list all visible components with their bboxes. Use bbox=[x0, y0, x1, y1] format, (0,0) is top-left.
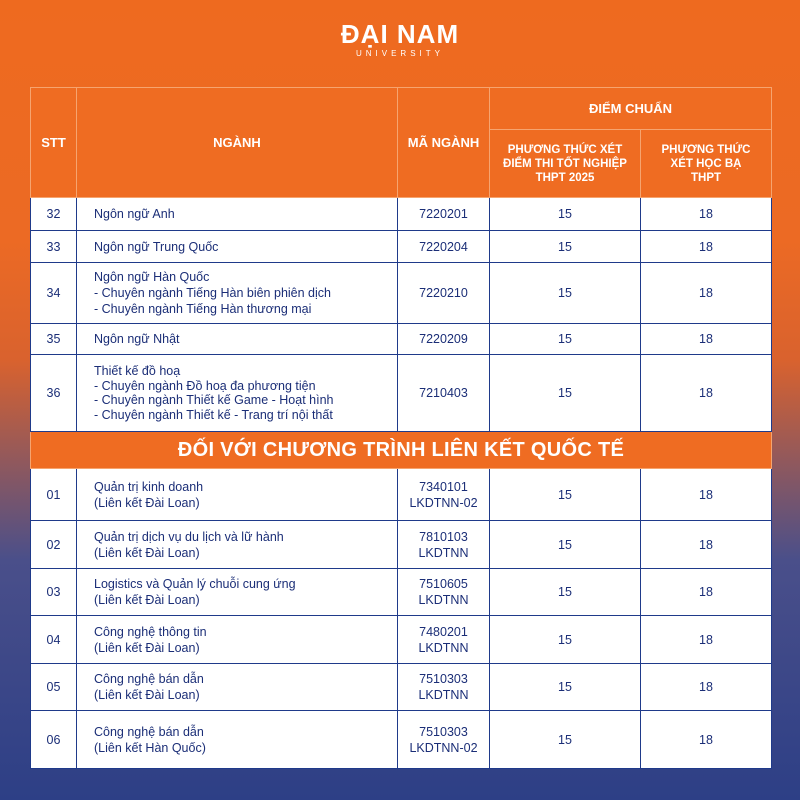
major-line: Ngôn ngữ Anh bbox=[94, 207, 175, 221]
header-pt2-line: PHƯƠNG THỨC bbox=[661, 143, 751, 156]
partner-line: (Liên kết Đài Loan) bbox=[94, 495, 200, 510]
cell-diem-thi: 15 bbox=[490, 355, 641, 432]
university-logo bbox=[0, 20, 800, 58]
cell-diem-hoc-ba: 18 bbox=[641, 324, 772, 355]
cell-diem-hoc-ba: 18 bbox=[641, 198, 772, 231]
code-line: LKDTNN bbox=[418, 593, 469, 607]
header-phuong-thuc-hoc-ba bbox=[641, 130, 772, 198]
cell-ma-nganh bbox=[398, 521, 490, 569]
cell-nganh bbox=[77, 198, 398, 231]
cell-diem-thi: 15 bbox=[490, 569, 641, 616]
code-line: LKDTNN-02 bbox=[409, 495, 478, 510]
major-line: Ngôn ngữ Trung Quốc bbox=[94, 239, 219, 254]
code-line: 7220204 bbox=[419, 239, 468, 254]
cell-diem-thi: 15 bbox=[490, 263, 641, 324]
logo-title: ĐẠI NAM bbox=[340, 19, 460, 49]
cell-stt: 06 bbox=[31, 711, 77, 769]
cell-diem-hoc-ba: 18 bbox=[641, 521, 772, 569]
code-line: 7340101 bbox=[419, 479, 468, 494]
header-pt1-line: PHƯƠNG THỨC XÉT bbox=[507, 143, 623, 156]
major-line: Ngôn ngữ Nhật bbox=[94, 332, 180, 346]
header-pt2-line: THPT bbox=[690, 171, 722, 184]
cell-diem-thi: 15 bbox=[490, 198, 641, 231]
cell-diem-hoc-ba: 18 bbox=[641, 616, 772, 664]
major-line: Công nghệ thông tin bbox=[94, 624, 207, 639]
table-row bbox=[31, 616, 772, 664]
table-row bbox=[31, 231, 772, 263]
cell-diem-hoc-ba: 18 bbox=[641, 664, 772, 711]
code-line: 7220210 bbox=[419, 286, 468, 300]
cell-nganh bbox=[77, 521, 398, 569]
cell-diem-thi: 15 bbox=[490, 664, 641, 711]
cell-stt: 03 bbox=[31, 569, 77, 616]
code-line: LKDTNN-02 bbox=[409, 740, 478, 755]
cell-ma-nganh bbox=[398, 616, 490, 664]
cell-diem-thi: 15 bbox=[490, 324, 641, 355]
table-row bbox=[31, 198, 772, 231]
cell-diem-hoc-ba: 18 bbox=[641, 231, 772, 263]
cell-ma-nganh bbox=[398, 198, 490, 231]
header-diem-chuan: ĐIỂM CHUẨN bbox=[490, 88, 772, 130]
code-line: 7480201 bbox=[419, 624, 468, 639]
table-row bbox=[31, 521, 772, 569]
specialization-line: - Chuyên ngành Thiết kế Game - Hoạt hình bbox=[94, 393, 334, 407]
cell-nganh bbox=[77, 324, 398, 355]
code-line: 7510605 bbox=[419, 577, 468, 591]
cell-ma-nganh bbox=[398, 263, 490, 324]
cell-stt: 02 bbox=[31, 521, 77, 569]
code-line: LKDTNN bbox=[418, 640, 469, 655]
cell-stt: 35 bbox=[31, 324, 77, 355]
partner-line: (Liên kết Đài Loan) bbox=[94, 688, 200, 702]
header-pt2-line: XÉT HỌC BẠ bbox=[670, 157, 742, 170]
cell-stt: 01 bbox=[31, 469, 77, 521]
cell-ma-nganh bbox=[398, 355, 490, 432]
cell-nganh bbox=[77, 616, 398, 664]
code-line: LKDTNN bbox=[418, 688, 469, 702]
cell-ma-nganh bbox=[398, 469, 490, 521]
specialization-line: - Chuyên ngành Tiếng Hàn thương mại bbox=[94, 302, 312, 316]
score-table-container bbox=[30, 87, 771, 769]
cell-ma-nganh bbox=[398, 324, 490, 355]
cell-diem-hoc-ba: 18 bbox=[641, 569, 772, 616]
code-line: 7510303 bbox=[419, 672, 468, 686]
cell-nganh bbox=[77, 263, 398, 324]
major-line: Ngôn ngữ Hàn Quốc bbox=[94, 270, 210, 284]
table-row bbox=[31, 355, 772, 432]
specialization-line: - Chuyên ngành Thiết kế - Trang trí nội thất bbox=[94, 407, 333, 422]
cell-nganh bbox=[77, 664, 398, 711]
table-row bbox=[31, 324, 772, 355]
cell-stt: 05 bbox=[31, 664, 77, 711]
major-line: Logistics và Quản lý chuỗi cung ứng bbox=[94, 577, 296, 591]
header-pt1-line: ĐIỂM THI TỐT NGHIỆP bbox=[503, 157, 627, 170]
code-line: 7510303 bbox=[419, 724, 468, 739]
header-phuong-thuc-thi bbox=[490, 130, 641, 198]
header-nganh: NGÀNH bbox=[77, 88, 398, 198]
cell-diem-hoc-ba: 18 bbox=[641, 469, 772, 521]
major-line: Thiết kế đồ hoạ bbox=[94, 364, 181, 378]
header-pt1-line: THPT 2025 bbox=[535, 171, 595, 184]
cell-ma-nganh bbox=[398, 231, 490, 263]
partner-line: (Liên kết Đài Loan) bbox=[94, 640, 200, 655]
cell-nganh bbox=[77, 469, 398, 521]
header-stt: STT bbox=[31, 88, 77, 198]
specialization-line: - Chuyên ngành Tiếng Hàn biên phiên dịch bbox=[94, 286, 331, 300]
cell-stt: 36 bbox=[31, 355, 77, 432]
cell-diem-thi: 15 bbox=[490, 231, 641, 263]
table-row bbox=[31, 664, 772, 711]
specialization-line: - Chuyên ngành Đồ hoạ đa phương tiện bbox=[94, 378, 316, 393]
cell-diem-thi: 15 bbox=[490, 711, 641, 769]
score-table bbox=[30, 87, 772, 769]
major-line: Quản trị dịch vụ du lịch và lữ hành bbox=[94, 529, 284, 544]
section-band: ĐỐI VỚI CHƯƠNG TRÌNH LIÊN KẾT QUỐC TẾ bbox=[31, 432, 772, 469]
cell-diem-thi: 15 bbox=[490, 521, 641, 569]
major-line: Công nghệ bán dẫn bbox=[94, 672, 204, 686]
cell-diem-thi: 15 bbox=[490, 469, 641, 521]
cell-nganh bbox=[77, 231, 398, 263]
section-band-row bbox=[31, 432, 772, 469]
code-line: LKDTNN bbox=[418, 545, 469, 560]
table-row bbox=[31, 263, 772, 324]
cell-diem-thi: 15 bbox=[490, 616, 641, 664]
table-row bbox=[31, 711, 772, 769]
code-line: 7220201 bbox=[419, 207, 468, 221]
cell-nganh bbox=[77, 355, 398, 432]
cell-nganh bbox=[77, 569, 398, 616]
major-line: Quản trị kinh doanh bbox=[94, 479, 204, 494]
cell-stt: 04 bbox=[31, 616, 77, 664]
cell-diem-hoc-ba: 18 bbox=[641, 711, 772, 769]
code-line: 7210403 bbox=[419, 386, 468, 400]
major-line: Công nghệ bán dẫn bbox=[94, 724, 204, 739]
partner-line: (Liên kết Đài Loan) bbox=[94, 593, 200, 607]
cell-ma-nganh bbox=[398, 569, 490, 616]
cell-stt: 33 bbox=[31, 231, 77, 263]
logo-subtitle: UNIVERSITY bbox=[355, 49, 444, 58]
cell-ma-nganh bbox=[398, 711, 490, 769]
table-row bbox=[31, 569, 772, 616]
cell-stt: 32 bbox=[31, 198, 77, 231]
partner-line: (Liên kết Đài Loan) bbox=[94, 545, 200, 560]
cell-nganh bbox=[77, 711, 398, 769]
cell-diem-hoc-ba: 18 bbox=[641, 263, 772, 324]
code-line: 7810103 bbox=[419, 529, 468, 544]
table-header bbox=[31, 88, 772, 198]
cell-stt: 34 bbox=[31, 263, 77, 324]
code-line: 7220209 bbox=[419, 332, 468, 346]
header-ma-nganh: MÃ NGÀNH bbox=[398, 88, 490, 198]
cell-ma-nganh bbox=[398, 664, 490, 711]
table-row bbox=[31, 469, 772, 521]
cell-diem-hoc-ba: 18 bbox=[641, 355, 772, 432]
partner-line: (Liên kết Hàn Quốc) bbox=[94, 740, 206, 755]
